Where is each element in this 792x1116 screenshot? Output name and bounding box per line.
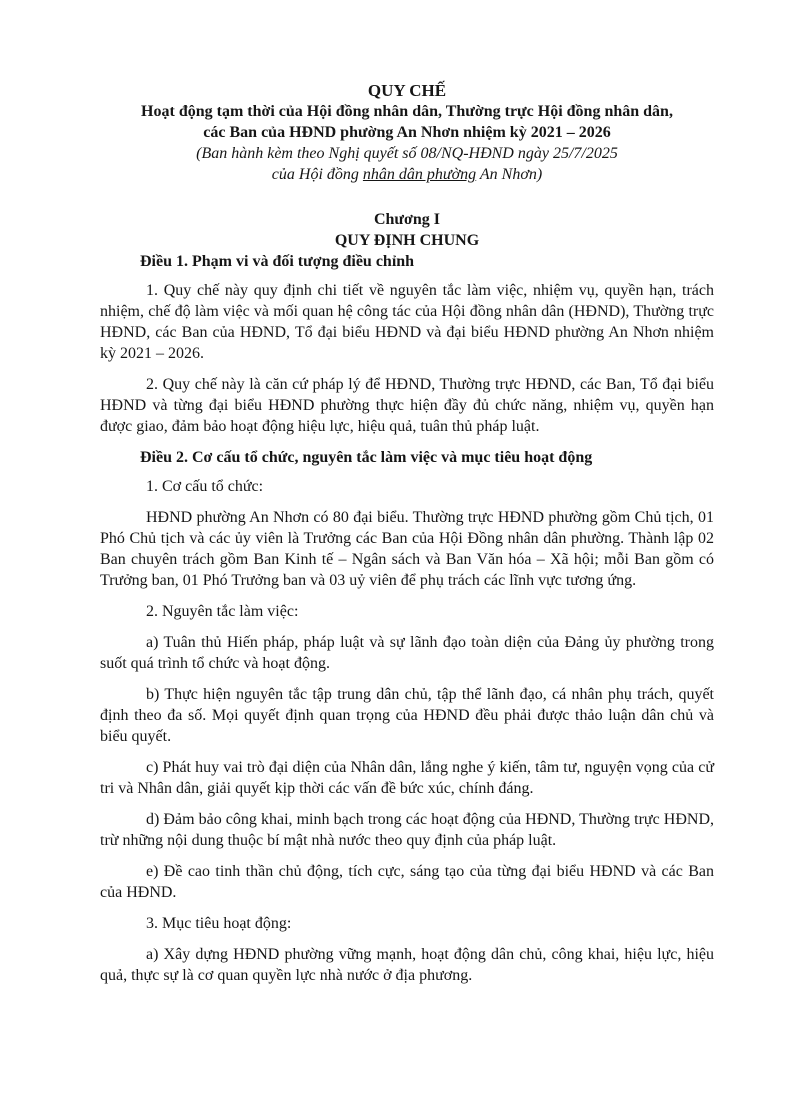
issued-by-line-2 bbox=[100, 164, 714, 185]
chapter-title: QUY ĐỊNH CHUNG bbox=[334, 232, 480, 249]
issued-by-underlined: nhân dân phường bbox=[362, 166, 477, 183]
section-3-label: 3. Mục tiêu hoạt động: bbox=[146, 915, 292, 932]
section-2-label: 2. Nguyên tắc làm việc: bbox=[146, 603, 299, 620]
article-1-paragraph-2: 2. Quy chế này là căn cứ pháp lý để HĐND, Thường trực HĐND, các Ban, Tổ đại biểu HĐND và từng đại biểu HĐND phường thực hiện đầy đủ chức năng, nhiệm vụ, quyền hạn được giao, đảm bảo hoạt động hiệu lực, hiệu quả, tuân thủ pháp luật. bbox=[100, 376, 714, 435]
issued-by-line-1: (Ban hành kèm theo Nghị quyết số 08/NQ-HĐND ngày 25/7/2025 bbox=[196, 145, 618, 162]
section-2-item-d: d) Đảm bảo công khai, minh bạch trong các hoạt động của HĐND, Thường trực HĐND, trừ những nội dung thuộc bí mật nhà nước theo quy định của pháp luật. bbox=[100, 811, 714, 849]
article-1-paragraph-1: 1. Quy chế này quy định chi tiết về nguyên tắc làm việc, nhiệm vụ, quyền hạn, trách nhiệm, chế độ làm việc và mối quan hệ công tác của Hội đồng nhân dân (HĐND), Thường trực HĐND, các Ban của HĐND, Tổ đại biểu HĐND và đại biểu HĐND phường An Nhơn nhiệm kỳ 2021 – 2026. bbox=[100, 282, 714, 362]
article-2-heading: Điều 2. Cơ cấu tổ chức, nguyên tắc làm việc và mục tiêu hoạt động bbox=[140, 449, 593, 466]
issued-by-suffix: An Nhơn) bbox=[476, 166, 543, 183]
document-subtitle-line-1: Hoạt động tạm thời của Hội đồng nhân dân, Thường trực Hội đồng nhân dân, bbox=[141, 103, 673, 120]
issued-by-prefix: của Hội đồng bbox=[271, 166, 363, 183]
section-2-item-a: a) Tuân thủ Hiến pháp, pháp luật và sự lãnh đạo toàn diện của Đảng ủy phường trong suốt quá trình tổ chức và hoạt động. bbox=[100, 634, 714, 672]
section-2-item-b: b) Thực hiện nguyên tắc tập trung dân chủ, tập thể lãnh đạo, cá nhân phụ trách, quyết định theo đa số. Mọi quyết định quan trọng của HĐND đều phải được thảo luận dân chủ và biểu quyết. bbox=[100, 686, 714, 745]
section-1-label: 1. Cơ cấu tổ chức: bbox=[146, 478, 264, 495]
section-3-item-a: a) Xây dựng HĐND phường vững mạnh, hoạt động dân chủ, công khai, hiệu lực, hiệu quả, thực sự là cơ quan quyền lực nhà nước ở địa phương. bbox=[100, 946, 714, 984]
section-2-item-e: e) Đề cao tinh thần chủ động, tích cực, sáng tạo của từng đại biểu HĐND và các Ban của HĐND. bbox=[100, 863, 714, 901]
article-1-heading: Điều 1. Phạm vi và đối tượng điều chỉnh bbox=[140, 253, 415, 270]
document-subtitle-line-2: các Ban của HĐND phường An Nhơn nhiệm kỳ 2021 – 2026 bbox=[203, 124, 611, 141]
section-2-item-c: c) Phát huy vai trò đại diện của Nhân dân, lắng nghe ý kiến, tâm tư, nguyện vọng của cử tri và Nhân dân, giải quyết kịp thời các vấn đề bức xúc, chính đáng. bbox=[100, 759, 714, 797]
document-title: QUY CHẾ bbox=[367, 81, 447, 100]
chapter-label: Chương I bbox=[373, 211, 441, 228]
section-1-text: HĐND phường An Nhơn có 80 đại biểu. Thường trực HĐND phường gồm Chủ tịch, 01 Phó Chủ tịch và các ủy viên là Trưởng các Ban của Hội Đồng nhân dân phường. Thành lập 02 Ban chuyên trách gồm Ban Kinh tế – Ngân sách và Ban Văn hóa – Xã hội; mỗi Ban gồm có Trưởng ban, 01 Phó Trưởng ban và 03 uỷ viên để phụ trách các lĩnh vực tương ứng. bbox=[100, 509, 714, 589]
